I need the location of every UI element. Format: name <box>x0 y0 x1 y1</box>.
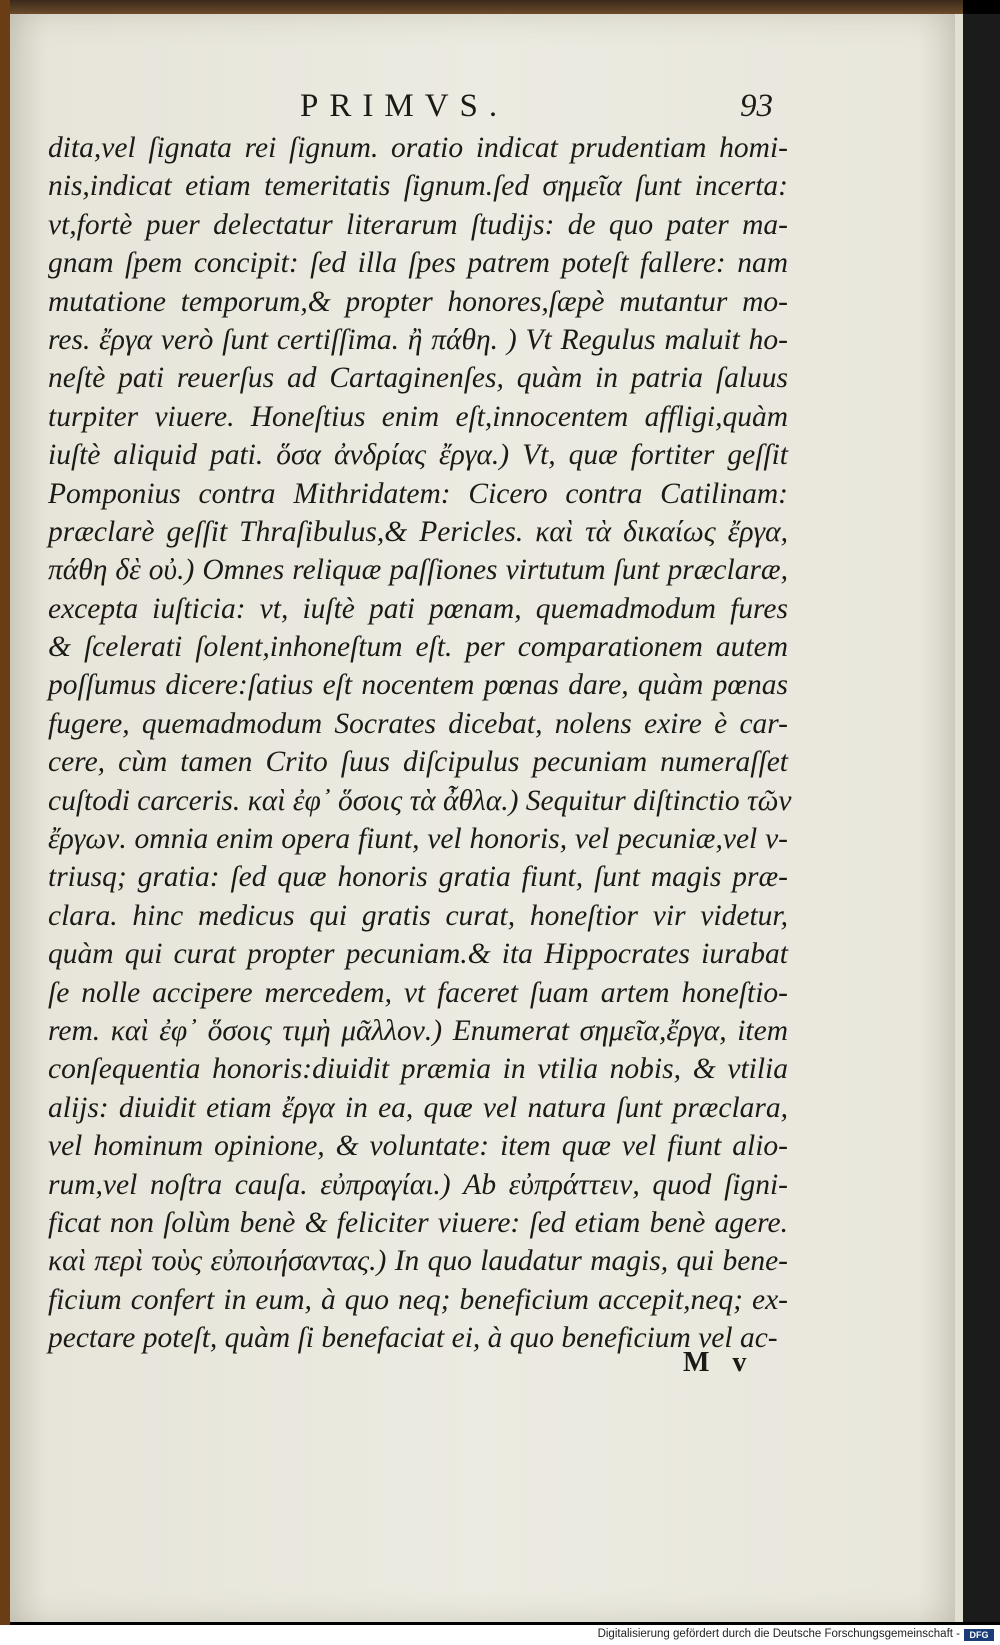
text-line: excepta iuſticia: vt, iuſtè pati pœnam, quemadmodum fures <box>48 592 788 625</box>
running-title: PRIMVS. <box>300 88 509 124</box>
text-line: ficat non ſolùm benè & feliciter viuere: ſed etiam benè agere. <box>48 1206 788 1239</box>
page-number: 93 <box>740 88 773 124</box>
text-line: πάθη δὲ οὐ.) Omnes reliquæ paſſiones virtutum ſunt præclaræ, <box>48 554 788 587</box>
text-line: ſe nolle accipere mercedem, vt faceret ſuam artem honeſtio- <box>48 976 788 1009</box>
text-line: rem. καὶ ἐφ᾽ ὅσοις τιμὴ μᾶλλον.) Enumerat σημεῖα,ἔργα, item <box>48 1014 788 1047</box>
signature-mark: M v <box>683 1347 755 1378</box>
text-line: alijs: diuidit etiam ἔργα in ea, quæ vel natura ſunt præclara, <box>48 1091 788 1124</box>
text-line: dita,vel ſignata rei ſignum. oratio indicat prudentiam homi- <box>48 132 788 164</box>
text-line: triusq; gratia: ſed quæ honoris gratia fiunt, ſunt magis præ- <box>48 861 788 894</box>
text-line: præclarè geſſit Thraſibulus,& Pericles. καὶ τὰ δικαίως ἔργα, <box>48 515 788 548</box>
text-line: iuſtè aliquid pati. ὅσα ἀνδρίας ἔργα.) Vt, quæ fortiter geſſit <box>48 439 788 472</box>
text-line: & ſcelerati ſolent,inhoneſtum eſt. per comparationem autem <box>48 631 788 664</box>
text-line: ἔργων. omnia enim opera fiunt, vel honoris, vel pecuniæ,vel v- <box>48 823 788 856</box>
text-line: gnam ſpem concipit: ſed illa ſpes patrem poteſt fallere: nam <box>48 247 788 280</box>
body-text <box>48 129 792 1358</box>
text-line: conſequentia honoris:diuidit præmia in vtilia nobis, & vtilia <box>48 1053 788 1086</box>
text-line: rum,vel noſtra cauſa. εὐπραγίαι.) Ab εὐπράττειν, quod ſigni- <box>48 1168 788 1201</box>
footer-credit: Digitalisierung gefördert durch die Deutsche Forschungsgemeinschaft - <box>597 1628 960 1640</box>
text-line: res. ἔργα verò ſunt certiſſima. ἢ πάθη. ) Vt Regulus maluit ho- <box>48 323 788 356</box>
text-line: mutatione temporum,& propter honores,ſæpè mutantur mo- <box>48 285 788 318</box>
text-line: turpiter viuere. Honeſtius enim eſt,innocentem affligi,quàm <box>48 400 788 433</box>
text-line: cere, cùm tamen Crito ſuus diſcipulus pecuniam numeraſſet <box>48 746 788 779</box>
text-line: nis,indicat etiam temeritatis ſignum.ſed σημεῖα ſunt incerta: <box>48 170 788 203</box>
text-line: vel hominum opinione, & voluntate: item quæ vel fiunt alio- <box>48 1130 788 1163</box>
text-line: vt,fortè puer delectatur literarum ſtudijs: de quo pater ma- <box>48 208 788 241</box>
right-edge-strip <box>963 14 1000 1622</box>
text-line: cuſtodi carceris. καὶ ἐφ᾽ ὅσοις τὰ ἆθλα.) Sequitur diſtinctio τῶν <box>48 784 792 817</box>
text-line: fugere, quemadmodum Socrates dicebat, nolens exire è car- <box>48 707 788 740</box>
text-line: quàm qui curat propter pecuniam.& ita Hippocrates iurabat <box>48 938 788 971</box>
text-line: poſſumus dicere:ſatius eſt nocentem pœnas dare, quàm pœnas <box>48 669 788 702</box>
digitization-footer <box>0 1625 1000 1645</box>
text-line: pectare poteſt, quàm ſi benefaciat ei, à quo beneficium vel ac- <box>48 1322 778 1355</box>
text-line: ficium confert in eum, à quo neq; beneficium accepit,neq; ex- <box>48 1283 788 1316</box>
top-edge-strip <box>10 0 963 14</box>
text-line: clara. hinc medicus qui gratis curat, honeſtior vir videtur, <box>48 899 788 932</box>
page-edge <box>955 14 963 1622</box>
text-line: καὶ περὶ τοὺς εὐποιήσαντας.) In quo laudatur magis, qui bene- <box>48 1245 788 1278</box>
text-line: Pomponius contra Mithridatem: Cicero contra Catilinam: <box>48 477 788 510</box>
dfg-logo: DFG <box>964 1629 994 1641</box>
text-line: neſtè pati reuerſus ad Cartaginenſes, quàm in patria ſaluus <box>48 362 788 395</box>
left-edge-strip <box>0 0 10 1625</box>
